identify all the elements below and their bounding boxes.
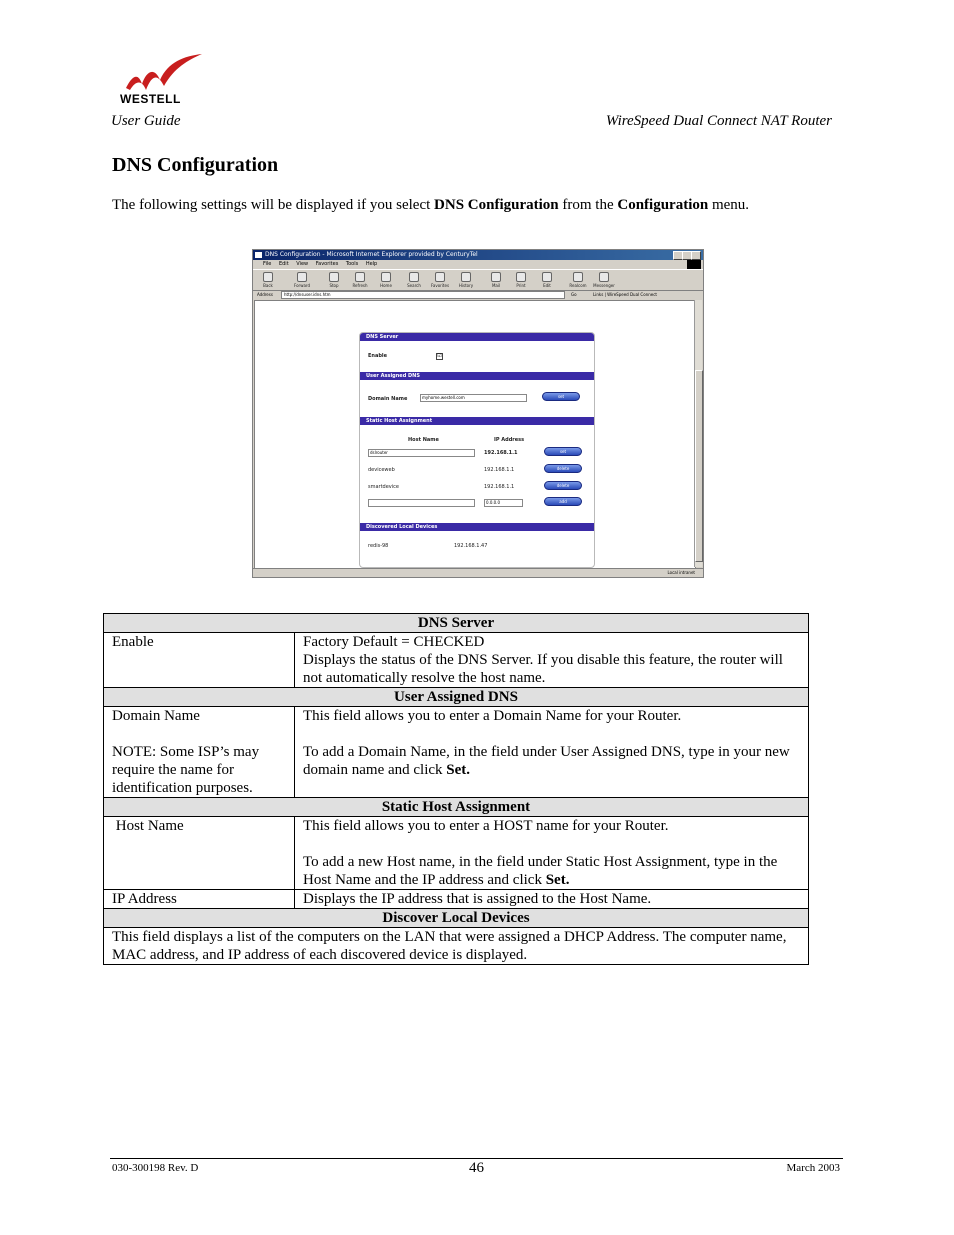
back-button[interactable]: Back — [257, 272, 279, 288]
row-ip-label: IP Address — [104, 890, 295, 909]
panel-host-delete-button-1[interactable]: delete — [544, 464, 582, 473]
stop-button[interactable]: Stop — [323, 272, 345, 288]
messenger-button[interactable]: Messenger — [593, 272, 615, 288]
row-domain-desc: This field allows you to enter a Domain Name for your Router. To add a Domain Name, in the field under User Assigned DNS, type in your new domain name and click Set. — [295, 707, 809, 798]
panel-host-ip-1: 192.168.1.1 — [484, 450, 518, 456]
section-user-dns: User Assigned DNS — [104, 688, 809, 707]
panel-host-input-1[interactable]: dslrouter — [368, 449, 475, 457]
go-button[interactable]: Go — [571, 292, 577, 297]
links-bar[interactable]: Links | WireSpeed Dual Connect — [593, 292, 657, 297]
address-bar — [253, 290, 703, 299]
window-title: DNS Configuration - Microsoft Internet Explorer provided by CenturyTel — [265, 251, 478, 258]
page-title: DNS Configuration — [112, 154, 279, 176]
row-host-label: Host Name — [104, 817, 295, 890]
row-discover-desc: This field displays a list of the computers on the LAN that were assigned a DHCP Address. The computer name, MAC address, and IP address of each discovered device is displayed. — [104, 928, 809, 965]
browser-screenshot — [252, 249, 704, 578]
address-label: Address — [257, 292, 273, 297]
footer-divider — [110, 1158, 843, 1159]
row-enable-desc: Factory Default = CHECKED Displays the status of the DNS Server. If you disable this feature, the router will not automatically resolve the host name. — [295, 633, 809, 688]
panel-user-dns-header: User Assigned DNS — [360, 372, 594, 380]
home-icon — [381, 272, 391, 282]
footer-doc-number: 030-300198 Rev. D — [112, 1162, 199, 1174]
home-button[interactable]: Home — [375, 272, 397, 288]
panel-static-host-header: Static Host Assignment — [360, 417, 594, 425]
history-icon — [461, 272, 471, 282]
header-right: WireSpeed Dual Connect NAT Router — [605, 113, 832, 129]
header-left: User Guide — [111, 113, 181, 129]
footer-date: March 2003 — [786, 1162, 840, 1174]
vertical-scrollbar[interactable] — [694, 300, 702, 567]
intro-paragraph: The following settings will be displayed if you select DNS Configuration from the Configuration menu. — [112, 197, 750, 213]
panel-host-delete-button-2[interactable]: delete — [544, 481, 582, 490]
menu-file[interactable]: File — [263, 261, 272, 267]
panel-host-add-button[interactable]: add — [544, 497, 582, 506]
refresh-icon — [355, 272, 365, 282]
print-button[interactable]: Print — [510, 272, 532, 288]
section-static-host: Static Host Assignment — [104, 798, 809, 817]
panel-enable-label: Enable — [368, 353, 388, 359]
realcom-icon — [573, 272, 583, 282]
panel-host-name-3: smartdevice — [368, 484, 399, 490]
panel-domain-label: Domain Name — [368, 396, 408, 402]
print-icon — [516, 272, 526, 282]
edit-icon — [542, 272, 552, 282]
favorites-button[interactable]: Favorites — [429, 272, 451, 288]
panel-host-set-button[interactable]: set — [544, 447, 582, 456]
scroll-thumb[interactable] — [695, 370, 703, 562]
westell-logo — [118, 54, 202, 106]
row-enable-label: Enable — [104, 633, 295, 688]
windows-logo-icon — [687, 260, 701, 269]
panel-host-ip-2: 192.168.1.1 — [484, 467, 515, 473]
history-button[interactable]: History — [455, 272, 477, 288]
row-domain-label: Domain Name NOTE: Some ISP’s may require the name for identification purposes. — [104, 707, 295, 798]
panel-host-name-col: Host Name — [408, 437, 439, 443]
ie-window-icon — [255, 252, 262, 258]
menu-view[interactable]: View — [296, 261, 309, 267]
dns-config-panel — [359, 332, 595, 568]
panel-ip-col: IP Address — [494, 437, 525, 443]
search-icon — [409, 272, 419, 282]
panel-dns-server-header: DNS Server — [360, 333, 594, 341]
panel-domain-input[interactable]: myhome.westell.com — [420, 394, 527, 402]
row-ip-desc: Displays the IP address that is assigned to the Host Name. — [295, 890, 809, 909]
realcom-button[interactable]: Realcom — [567, 272, 589, 288]
panel-new-host-input[interactable] — [368, 499, 475, 507]
menu-help[interactable]: Help — [365, 261, 378, 267]
close-icon[interactable] — [691, 251, 701, 260]
brand-name: WESTELL — [120, 92, 181, 106]
panel-host-ip-3: 192.168.1.1 — [484, 484, 515, 490]
refresh-button[interactable]: Refresh — [349, 272, 371, 288]
panel-device-ip: 192.168.1.47 — [454, 543, 488, 549]
section-discover: Discover Local Devices — [104, 909, 809, 928]
edit-button[interactable]: Edit — [536, 272, 558, 288]
section-dns-server: DNS Server — [104, 614, 809, 633]
menu-tools[interactable]: Tools — [345, 261, 359, 267]
footer-page-number: 46 — [469, 1160, 484, 1176]
stop-icon — [329, 272, 339, 282]
browser-page — [254, 300, 696, 569]
panel-discovered-header: Discovered Local Devices — [360, 523, 594, 531]
address-input[interactable]: http://dnsuser.idns.htm — [281, 291, 565, 299]
menu-bar — [253, 260, 703, 269]
messenger-icon — [599, 272, 609, 282]
forward-icon — [297, 272, 307, 282]
panel-domain-set-button[interactable]: set — [542, 392, 580, 401]
panel-device-name: redis-98 — [368, 543, 389, 549]
search-button[interactable]: Search — [403, 272, 425, 288]
field-description-table — [103, 613, 809, 965]
favorites-icon — [435, 272, 445, 282]
mail-icon — [491, 272, 501, 282]
panel-enable-checkbox[interactable]: ☑ — [437, 353, 442, 359]
mail-button[interactable]: Mail — [485, 272, 507, 288]
panel-host-name-2: deviceweb — [368, 467, 395, 473]
forward-button[interactable]: Forward — [291, 272, 313, 288]
row-host-desc: This field allows you to enter a HOST name for your Router. To add a new Host name, in the field under Static Host Assignment, type in the Host Name and the IP address and click Set. — [295, 817, 809, 890]
status-zone: Local intranet — [667, 570, 695, 575]
menu-edit[interactable]: Edit — [278, 261, 289, 267]
status-bar — [253, 568, 703, 577]
panel-new-ip-input[interactable]: 0.0.0.0 — [484, 499, 523, 507]
back-icon — [263, 272, 273, 282]
menu-favorites[interactable]: Favorites — [315, 261, 339, 267]
browser-toolbar — [253, 269, 703, 291]
window-titlebar — [253, 250, 703, 260]
